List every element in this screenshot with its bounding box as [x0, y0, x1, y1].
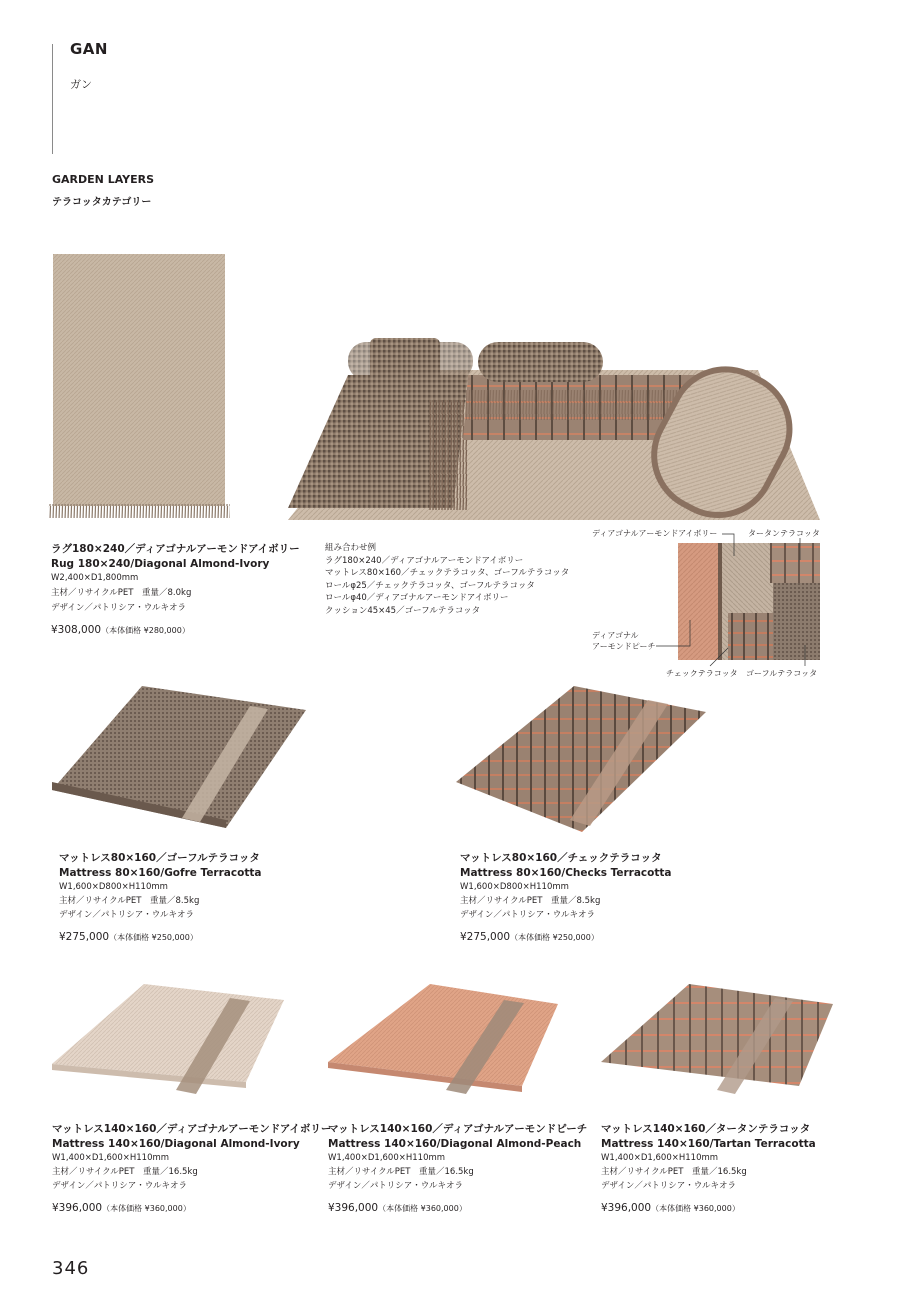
product-price [59, 931, 198, 943]
product-name-ja: マットレス140×160／タータンテラコッタ [601, 1123, 811, 1135]
combination-title: 組み合わせ例 [325, 543, 377, 553]
product-size: W1,400×D1,600×H110mm [328, 1153, 446, 1163]
product-design: デザイン／パトリシア・ウルキオラ [328, 1181, 463, 1191]
product-name-ja: マットレス140×160／ディアゴナルアーモンドピーチ [328, 1123, 588, 1135]
product-material: 主材／リサイクルPET 重量／16.5kg [52, 1167, 198, 1177]
product-name-en: Mattress 80×160/Checks Terracotta [460, 867, 672, 879]
product-image-checks [454, 684, 708, 834]
rug-size: W2,400×D1,800mm [51, 573, 139, 583]
product-design: デザイン／パトリシア・ウルキオラ [52, 1181, 187, 1191]
category-subtitle: テラコッタカテゴリー [52, 197, 152, 208]
category-title: GARDEN LAYERS [52, 173, 155, 186]
product-price-note: （本体価格 ¥250,000） [510, 933, 599, 942]
rug-price-value: ¥308,000 [51, 624, 102, 636]
product-price-value: ¥275,000 [59, 931, 110, 943]
combination-item: クッション45×45／ゴーフルテラコッタ [325, 605, 481, 616]
product-design: デザイン／パトリシア・ウルキオラ [601, 1181, 736, 1191]
product-image-diagonal-peach [326, 982, 560, 1098]
rug-price-note: （本体価格 ¥280,000） [101, 626, 190, 635]
rug-design: デザイン／パトリシア・ウルキオラ [51, 603, 186, 613]
product-price [52, 1202, 191, 1214]
product-size: W1,400×D1,600×H110mm [601, 1153, 719, 1163]
combination-item: ロールφ25／チェックテラコッタ、ゴーフルテラコッタ [325, 580, 535, 591]
product-price-value: ¥396,000 [328, 1202, 379, 1214]
product-price-note: （本体価格 ¥360,000） [378, 1204, 467, 1213]
product-price [328, 1202, 467, 1214]
product-name-en: Mattress 80×160/Gofre Terracotta [59, 867, 262, 879]
combination-item: ロールφ40／ディアゴナルアーモンドアイボリー [325, 593, 509, 603]
combination-item: ラグ180×240／ディアゴナルアーモンドアイボリー [325, 555, 524, 566]
product-name-en: Mattress 140×160/Diagonal Almond-Ivory [52, 1138, 300, 1150]
product-size: W1,600×D800×H110mm [59, 882, 168, 892]
product-price-note: （本体価格 ¥360,000） [102, 1204, 191, 1213]
product-name-en: Mattress 140×160/Tartan Terracotta [601, 1138, 816, 1150]
product-price-note: （本体価格 ¥250,000） [109, 933, 198, 942]
product-material: 主材／リサイクルPET 重量／8.5kg [59, 896, 200, 906]
product-name-en: Mattress 140×160/Diagonal Almond-Peach [328, 1138, 582, 1150]
product-design: デザイン／パトリシア・ウルキオラ [460, 910, 595, 920]
swatch-label-diagonal-ivory: ディアゴナルアーモンドアイボリー [592, 529, 718, 538]
product-price-value: ¥275,000 [460, 931, 511, 943]
swatch-label-diagonal-peach-1: ディアゴナル [592, 631, 639, 640]
product-image-tartan [599, 982, 835, 1098]
product-image-gofre [50, 684, 308, 830]
swatch-label-gofre: ゴーフルテラコッタ [746, 669, 818, 678]
product-material: 主材／リサイクルPET 重量／16.5kg [601, 1167, 747, 1177]
rug-name-en: Rug 180×240/Diagonal Almond-Ivory [51, 558, 270, 570]
product-design: デザイン／パトリシア・ウルキオラ [59, 910, 194, 920]
product-size: W1,600×D800×H110mm [460, 882, 569, 892]
rug-name-ja: ラグ180×240／ディアゴナルアーモンドアイボリー [51, 543, 300, 555]
product-material: 主材／リサイクルPET 重量／16.5kg [328, 1167, 474, 1177]
product-price-note: （本体価格 ¥360,000） [651, 1204, 740, 1213]
product-material: 主材／リサイクルPET 重量／8.5kg [460, 896, 601, 906]
swatch-label-checks: チェックテラコッタ [666, 669, 738, 678]
product-size: W1,400×D1,600×H110mm [52, 1153, 170, 1163]
product-name-ja: マットレス80×160／チェックテラコッタ [460, 852, 662, 864]
swatch-label-diagonal-peach-2: アーモンドピーチ [592, 642, 656, 651]
page-number: 346 [52, 1258, 90, 1279]
product-price [601, 1202, 740, 1214]
brand-name: GAN [70, 40, 108, 58]
product-image-diagonal-ivory [50, 982, 286, 1098]
product-name-ja: マットレス80×160／ゴーフルテラコッタ [59, 852, 260, 864]
product-price-value: ¥396,000 [52, 1202, 103, 1214]
brand-kana: ガン [70, 78, 92, 91]
swatch-label-tartan: タータンテラコッタ [748, 529, 820, 538]
product-name-ja: マットレス140×160／ディアゴナルアーモンドアイボリー [52, 1123, 332, 1135]
product-price [460, 931, 599, 943]
product-price-value: ¥396,000 [601, 1202, 652, 1214]
combination-item: マットレス80×160／チェックテラコッタ、ゴーフルテラコッタ [325, 568, 570, 578]
rug-material: 主材／リサイクルPET 重量／8.0kg [51, 588, 192, 598]
